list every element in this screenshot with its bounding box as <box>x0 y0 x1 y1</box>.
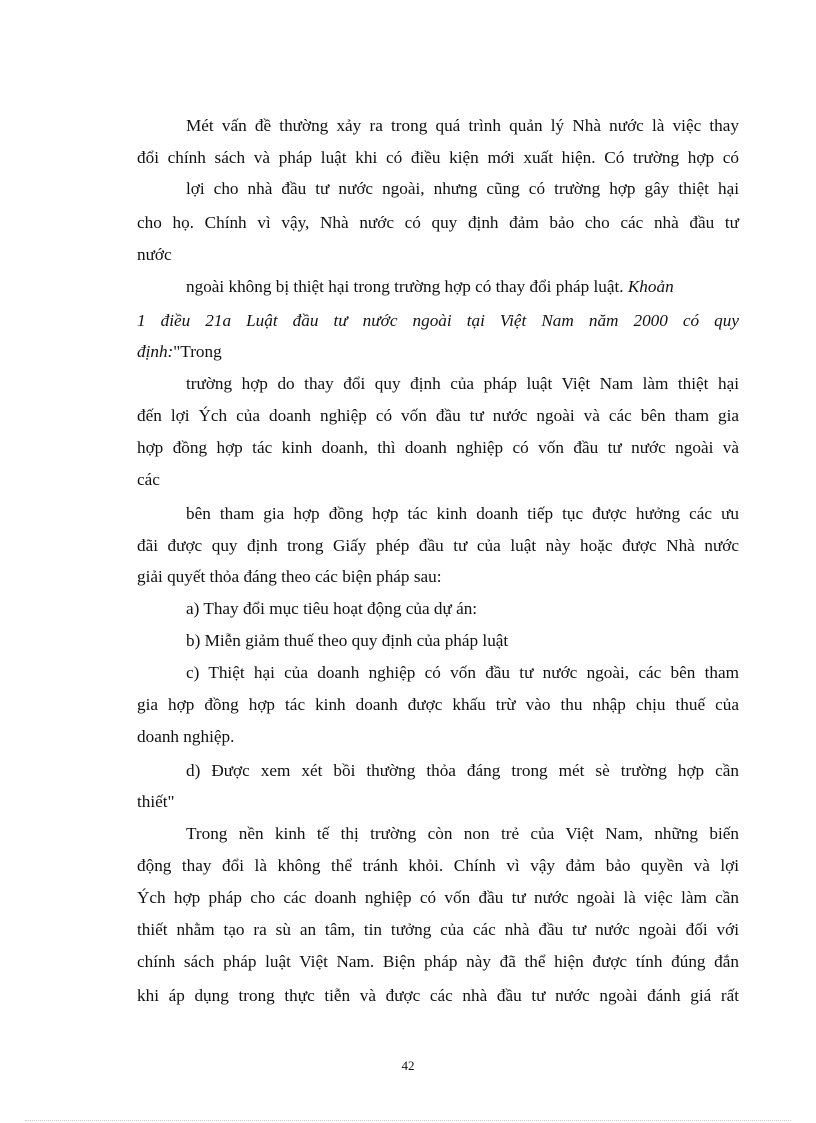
text-line: đãi được quy định trong Giấy phép đầu tư của luật này hoặc được Nhà nước <box>137 536 739 555</box>
text-line: Ých hợp pháp cho các doanh nghiệp có vốn đầu tư nước ngoài là việc làm cần <box>137 888 739 907</box>
text-line: bên tham gia hợp đồng hợp tác kinh doanh tiếp tục được hưởng các ưu <box>186 504 739 523</box>
list-item: a) Thay đổi mục tiêu hoạt động của dự án: <box>186 599 478 618</box>
text-line: gia hợp đồng hợp tác kinh doanh được khấu trừ vào thu nhập chịu thuế của <box>137 695 739 714</box>
text-line: hợp đồng hợp tác kinh doanh, thì doanh nghiệp có vốn đầu tư nước ngoài và <box>137 438 739 457</box>
text-line: trường hợp do thay đổi quy định của pháp luật Việt Nam làm thiệt hại <box>186 374 739 393</box>
italic-text-run: Khoản <box>627 277 674 296</box>
text-line: nước <box>137 245 172 264</box>
text-line: chính sách pháp luật Việt Nam. Biện pháp này đã thể hiện được tính đúng đắn <box>137 952 739 971</box>
text-line: đổi chính sách và pháp luật khi có điều kiện mới xuất hiện. Có trường hợp có <box>137 148 739 167</box>
text-line: khi áp dụng trong thực tiễn và được các nhà đầu tư nước ngoài đánh giá rất <box>137 986 739 1005</box>
italic-text-run: định: <box>137 342 174 361</box>
text-line <box>186 271 739 302</box>
list-item: b) Miễn giảm thuế theo quy định của pháp luật <box>186 631 509 650</box>
page-number: 42 <box>401 1058 415 1073</box>
italic-text-line: 1 điều 21a Luật đầu tư nước ngoài tại Việt Nam năm 2000 có quy <box>137 311 739 330</box>
list-item: d) Được xem xét bồi thường thỏa đáng trong mét sè trường hợp cần <box>186 761 739 780</box>
text-line: Mét vấn đề thường xảy ra trong quá trình quản lý Nhà nước là việc thay <box>186 116 739 135</box>
text-line: đến lợi Ých của doanh nghiệp có vốn đầu tư nước ngoài và các bên tham gia <box>137 406 739 425</box>
text-line: lợi cho nhà đầu tư nước ngoài, nhưng cũng có trường hợp gây thiệt hại <box>186 179 739 198</box>
text-run: ngoài không bị thiệt hại trong trường hợp có thay đổi pháp luật. <box>186 277 624 296</box>
text-line: doanh nghiệp. <box>137 727 235 746</box>
footer-divider <box>25 1120 791 1121</box>
text-line: giải quyết thỏa đáng theo các biện pháp sau: <box>137 567 442 586</box>
list-item: c) Thiệt hại của doanh nghiệp có vốn đầu tư nước ngoài, các bên tham <box>186 663 739 682</box>
text-line: các <box>137 470 160 489</box>
text-line <box>137 336 739 367</box>
text-line: thiết nhằm tạo ra sù an tâm, tin tưởng của các nhà đầu tư nước ngoài đối với <box>137 920 739 939</box>
text-line: thiết" <box>137 792 175 811</box>
text-line: động thay đổi là không thể tránh khỏi. Chính vì vậy đảm bảo quyền và lợi <box>137 856 739 875</box>
text-run: "Trong <box>173 342 222 361</box>
text-line: Trong nền kinh tế thị trường còn non trẻ của Việt Nam, những biến <box>186 824 739 843</box>
text-line: cho họ. Chính vì vậy, Nhà nước có quy định đảm bảo cho các nhà đầu tư <box>137 213 739 232</box>
